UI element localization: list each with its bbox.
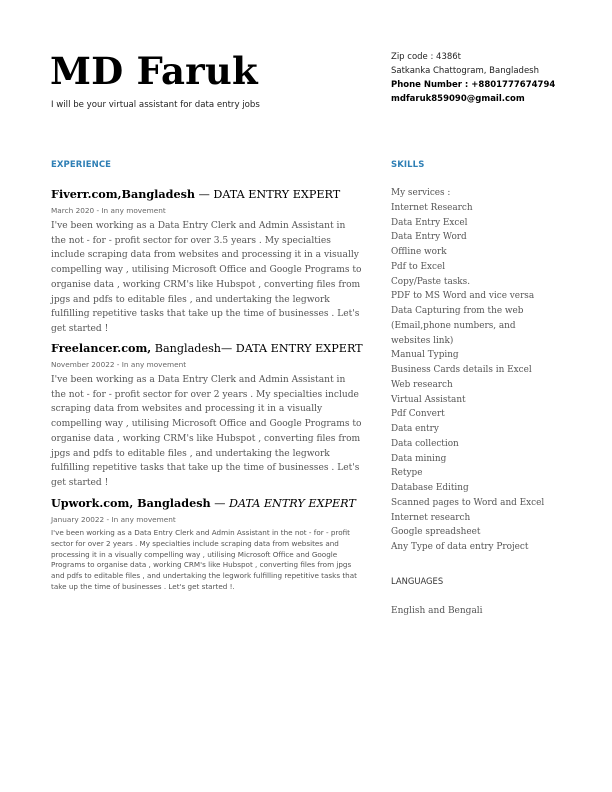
skill-item: Manual Typing: [391, 350, 459, 361]
contact-phone: Phone Number : +8801777674794: [391, 80, 556, 90]
experience-heading: EXPERIENCE: [51, 160, 112, 170]
skill-item: websites link): [391, 335, 454, 346]
contact-zip: Zip code : 4386t: [391, 52, 462, 62]
skill-item: Data collection: [391, 438, 459, 449]
job-role: DATA ENTRY EXPERT: [228, 497, 356, 510]
job-location: Bangladesh: [121, 187, 196, 201]
skill-item: Retype: [391, 468, 423, 479]
job-description: I've been working as a Data Entry Clerk and Admin Assistant in the not - for - profit sector for over 3.5 years . My specialties include scraping data from websites and processing it in a visually compelling way , utilising Microsoft Office and Google Programs to organise data , working CRM's like Hubspot , converting files from jpgs and pdfs to editable files , and undertaking the legwork fulfilling repetitive tasks that take up the time of businesses . Let's get started !: [51, 221, 362, 334]
skill-item: Virtual Assistant: [391, 394, 466, 405]
job-company: Freelancer.com,: [51, 341, 152, 355]
skill-item: Pdf Convert: [391, 409, 445, 420]
job-date: January 20022 - In any movement: [51, 515, 176, 524]
skill-item: Scanned pages to Word and Excel: [391, 497, 545, 508]
skill-item: Offline work: [391, 247, 447, 257]
skills-heading: SKILLS: [391, 160, 425, 170]
skill-item: (Email,phone numbers, and: [391, 320, 516, 331]
languages-value: English and Bengali: [391, 606, 483, 616]
job-entry: [51, 496, 363, 593]
skill-item: Data Entry Excel: [391, 217, 468, 228]
job-separator: —: [221, 342, 236, 355]
skill-item: Google spreadsheet: [391, 527, 481, 538]
job-role: DATA ENTRY EXPERT: [235, 342, 363, 355]
job-separator: —: [210, 497, 229, 510]
job-entry: [51, 187, 363, 337]
contact-block: [391, 50, 555, 106]
skill-item: Database Editing: [391, 483, 469, 493]
skill-item: Data mining: [391, 453, 447, 464]
job-role: DATA ENTRY EXPERT: [213, 188, 341, 201]
job-date: March 2020 - In any movement: [51, 206, 166, 215]
skill-item: Copy/Paste tasks.: [391, 276, 471, 287]
skill-item: PDF to MS Word and vice versa: [391, 291, 535, 302]
skills-list: [391, 186, 556, 555]
skill-item: Business Cards details in Excel: [391, 365, 532, 375]
skill-item: Data Capturing from the web: [391, 306, 524, 316]
skill-item: Web research: [391, 379, 453, 390]
job-title: [51, 496, 363, 511]
skill-item: Pdf to Excel: [391, 261, 446, 272]
job-description: I've been working as a Data Entry Clerk and Admin Assistant in the not - for - profit sector for over 2 years . My specialties include scraping data from websites and processing it in a visually compelling way , utilising Microsoft Office and Google Programs to organise data , working CRM's like Hubspot , converting files from jpgs and pdfs to editable files , and undertaking the legwork fulfilling repetitive tasks that take up the time of businesses . Let's get started !: [51, 375, 362, 488]
job-company: Upwork.com, Bangladesh: [51, 496, 211, 510]
skill-item: Internet Research: [391, 202, 473, 213]
skill-item: Data entry: [391, 424, 439, 434]
job-entry: [51, 341, 363, 491]
resume-tagline: I will be your virtual assistant for data entry jobs: [51, 100, 260, 110]
skill-item: Internet research: [391, 512, 471, 523]
skill-item: My services :: [391, 188, 451, 198]
resume-name: MD Faruk: [50, 49, 258, 93]
skill-item: Data Entry Word: [391, 232, 467, 243]
contact-email[interactable]: mdfaruk859090@gmail.com: [391, 94, 525, 104]
job-company: Fiverr.com,: [51, 187, 122, 201]
job-separator: —: [195, 188, 214, 201]
job-location: Bangladesh: [151, 342, 222, 355]
languages-heading: LANGUAGES: [391, 576, 444, 586]
contact-address: Satkanka Chattogram, Bangladesh: [391, 66, 540, 76]
job-description: I've been working as a Data Entry Clerk and Admin Assistant in the not - for - profit sector for over 2 years . My specialties include scraping data from websites and processing it in a visually compelling way , utilising Microsoft Office and Google Programs to organise data , working CRM's like Hubspot , converting files from jpgs and pdfs to editable files , and undertaking the legwork fulfilling repetitive tasks that take up the time of businesses . Let's get started !.: [51, 528, 357, 591]
job-title: [51, 187, 363, 202]
job-title: [51, 341, 363, 356]
skill-item: Any Type of data entry Project: [391, 542, 529, 552]
job-date: November 20022 - In any movement: [51, 360, 187, 369]
